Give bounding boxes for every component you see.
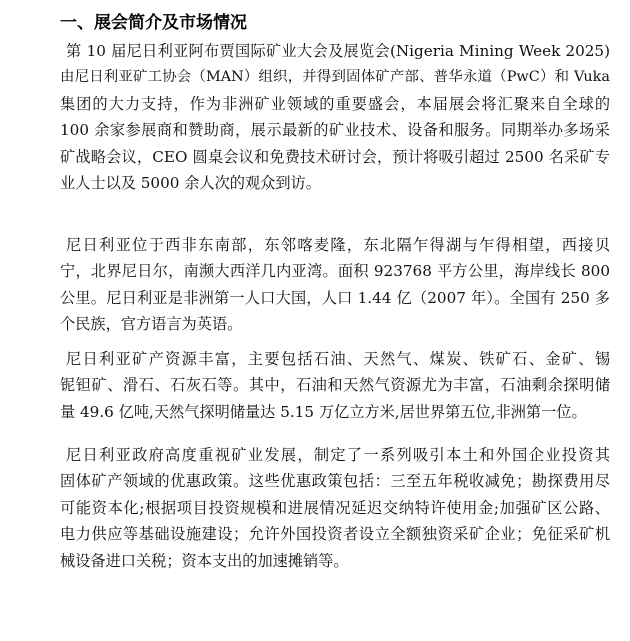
paragraph-mineral-resources [60,346,610,425]
text-line: 由尼日利亚矿工协会（MAN）组织，并得到固体矿产部、普华永道（PwC）和 Vuka [60,69,610,86]
section-heading: 一、展会简介及市场情况 [60,13,247,33]
paragraph-geography [60,232,610,338]
text-line: 第 10 届尼日利亚阿布贾国际矿业大会及展览会(Nigeria Mining Week 2025) [66,42,610,60]
text-line: 可能资本化;根据项目投资规模和进展情况延迟交纳特许使用金;加强矿区公路、 [60,498,610,517]
text-line: 尼日利亚矿产资源丰富，主要包括石油、天然气、煤炭、铁矿石、金矿、锡 [66,350,610,368]
text-line: 量 49.6 亿吨,天然气探明储量达 5.15 万亿立方米,居世界第五位,非洲第一位。 [60,402,587,421]
text-line: 尼日利亚位于西非东南部，东邻喀麦隆，东北隔乍得湖与乍得相望，西接贝 [66,236,610,254]
text-line: 电力供应等基础设施建设；允许外国投资者设立全额独资采矿企业；免征采矿机 [60,525,610,544]
paragraph-expo-intro [60,38,610,196]
text-line: 100 余家参展商和赞助商，展示最新的矿业技术、设备和服务。同期举办多场采 [60,121,610,140]
text-line: 尼日利亚政府高度重视矿业发展，制定了一系列吸引本土和外国企业投资其 [66,446,610,464]
text-line: 矿战略会议，CEO 圆桌会议和免费技术研讨会，预计将吸引超过 2500 名采矿专 [60,147,610,166]
text-line: 公里。尼日利亚是非洲第一人口大国，人口 1.44 亿（2007 年）。全国有 250 多 [60,288,610,307]
text-line: 业人士以及 5000 余人次的观众到访。 [60,173,321,192]
paragraph-government-policy [60,442,610,574]
text-line: 械设备进口关税；资本支出的加速摊销等。 [60,551,349,570]
text-line: 集团的大力支持，作为非洲矿业领域的重要盛会，本届展会将汇聚来自全球的 [60,94,610,113]
text-line: 固体矿产领域的优惠政策。这些优惠政策包括：三至五年税收减免；勘探费用尽 [60,472,610,491]
text-line: 个民族，官方语言为英语。 [60,315,243,334]
text-line: 宁，北界尼日尔，南濒大西洋几内亚湾。面积 923768 平方公里，海岸线长 800 [60,262,610,281]
text-line: 铌钽矿、滑石、石灰石等。其中，石油和天然气资源尤为丰富，石油剩余探明储 [60,376,610,395]
